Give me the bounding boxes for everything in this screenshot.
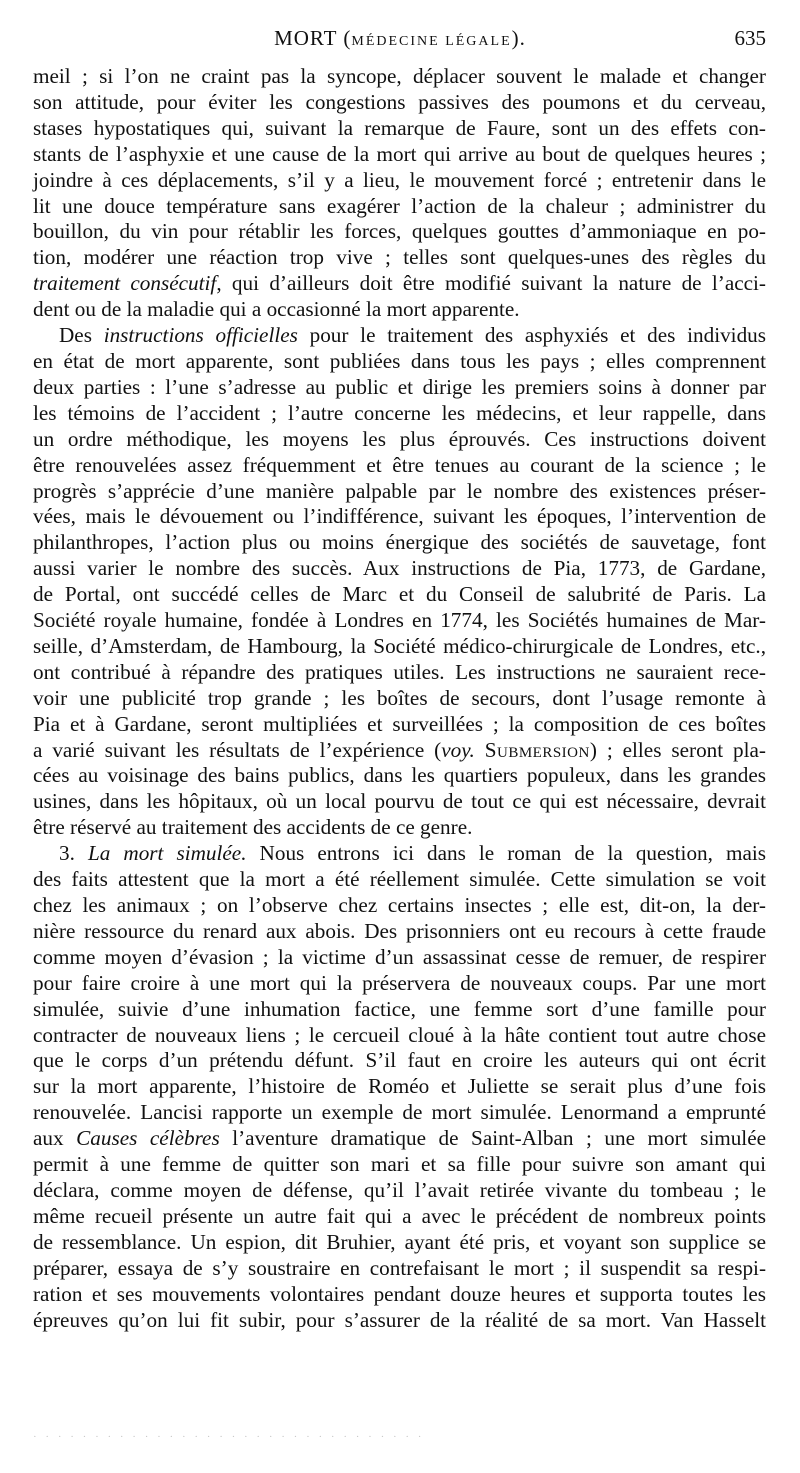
text-line bbox=[33, 194, 766, 220]
text-run: un ordre méthodique, les moyens les plus éprouvés. Ces instructions doivent bbox=[33, 426, 766, 451]
text-line bbox=[33, 349, 766, 375]
italic-run: voy. bbox=[441, 737, 475, 762]
text-run: seille, d’Amsterdam, de Hambourg, la Société médico-chirurgicale de Londres, etc., bbox=[33, 633, 766, 658]
text-line bbox=[33, 1178, 766, 1204]
text-run: Société royale humaine, fondée à Londres en 1774, les Sociétés humaines de Mar- bbox=[33, 608, 766, 633]
text-line bbox=[33, 712, 766, 738]
title-end: ). bbox=[511, 26, 526, 50]
page-number: 635 bbox=[734, 26, 766, 50]
italic-run: Causes célèbres bbox=[76, 1126, 220, 1151]
text-run: lit une douce température sans exagérer l’action de la chaleur ; administrer du bbox=[33, 193, 766, 218]
text-run: aussi varier le nombre des succès. Aux instructions de Pia, 1773, de Gardane, bbox=[33, 556, 766, 581]
text-line bbox=[33, 608, 766, 634]
text-line bbox=[33, 997, 766, 1023]
text-line bbox=[33, 556, 766, 582]
text-run: renouvelée. Lancisi rapporte un exemple de mort simulée. Lenormand a emprunté bbox=[33, 1100, 766, 1125]
text-run: de ressemblance. Un espion, dit Bruhier, ayant été pris, et voyant son supplice se bbox=[33, 1229, 766, 1254]
text-line bbox=[33, 245, 766, 271]
text-line bbox=[33, 504, 766, 530]
text-run: aux bbox=[33, 1126, 77, 1151]
text-run: cées au voisinage des bains publics, dans les quartiers populeux, dans les grandes bbox=[33, 763, 766, 788]
text-run: des faits attestent que la mort a été réellement simulée. Cette simulation se voit bbox=[33, 867, 766, 892]
text-line bbox=[33, 1230, 766, 1256]
text-run: en état de mort apparente, sont publiées dans tous les pays ; elles comprennent bbox=[33, 348, 766, 373]
text-run: philanthropes, l’action plus ou moins énergique des sociétés de sauvetage, font bbox=[33, 530, 766, 555]
text-line bbox=[33, 1048, 766, 1074]
text-run: simulée, suivie d’une inhumation factice, une femme sort d’une famille pour bbox=[33, 996, 766, 1021]
bottom-scan-artifact: · · · · · · · · · · · · · · · · · · · · · · · · · · · · · · · · bbox=[33, 1431, 425, 1443]
text-line bbox=[33, 971, 766, 997]
text-run: stases hypostatiques qui, suivant la remarque de Faure, sont un des effets con- bbox=[33, 115, 766, 140]
text-run: a varié suivant les résultats de l’expérience ( bbox=[33, 737, 442, 762]
body-text bbox=[33, 64, 766, 1333]
text-run: les témoins de l’accident ; l’autre concerne les médecins, et leur rappelle, dans bbox=[33, 400, 766, 425]
text-line bbox=[33, 453, 766, 479]
text-line bbox=[33, 1256, 766, 1282]
text-run: meil ; si l’on ne craint pas la syncope, déplacer souvent le malade et changer bbox=[33, 64, 766, 88]
text-line bbox=[33, 686, 766, 712]
text-run: pour le traitement des asphyxiés et des individus bbox=[297, 323, 767, 348]
text-run: Des bbox=[59, 323, 104, 348]
text-line bbox=[33, 919, 766, 945]
text-line bbox=[33, 401, 766, 427]
text-run: l’aventure dramatique de Saint-Alban ; une mort simulée bbox=[219, 1126, 767, 1151]
text-line bbox=[33, 763, 766, 789]
text-line bbox=[33, 1126, 766, 1152]
text-line bbox=[33, 1282, 766, 1308]
text-line bbox=[33, 1023, 766, 1049]
text-line bbox=[33, 375, 766, 401]
text-run: ration et ses mouvements volontaires pendant douze heures et supporta toutes les bbox=[33, 1281, 766, 1306]
text-line bbox=[33, 297, 766, 323]
text-run: 3. bbox=[59, 841, 88, 866]
text-run: chez les animaux ; on l’observe chez certains insectes ; elle est, dit-on, la der- bbox=[33, 893, 766, 917]
text-line bbox=[33, 893, 766, 919]
text-line bbox=[33, 1074, 766, 1100]
text-line bbox=[33, 64, 766, 90]
text-run: , qui d’ailleurs doit être modifié suivant la nature de l’acci- bbox=[216, 271, 766, 296]
text-line bbox=[33, 90, 766, 116]
text-line bbox=[33, 479, 766, 505]
text-line bbox=[33, 323, 766, 349]
text-run: son attitude, pour éviter les congestions passives des poumons et du cerveau, bbox=[33, 89, 766, 114]
text-line bbox=[33, 738, 766, 764]
text-run: épreuves qu’on lui fit subir, pour s’assurer de la réalité de sa mort. Van Hasselt bbox=[33, 1307, 766, 1332]
text-line bbox=[33, 789, 766, 815]
italic-run: traitement consécutif bbox=[33, 271, 217, 296]
text-run: progrès s’apprécie d’une manière palpable par le nombre des existences préser- bbox=[33, 478, 766, 503]
text-run: joindre à ces déplacements, s’il y a lieu, le mouvement forcé ; entretenir dans le bbox=[33, 167, 766, 192]
small-caps-run: Submersion bbox=[484, 737, 590, 762]
text-run: comme moyen d’évasion ; la victime d’un assassinat cesse de remuer, de respirer bbox=[33, 944, 766, 969]
text-line bbox=[33, 116, 766, 142]
text-run: préparer, essaya de s’y soustraire en contrefaisant le mort ; il suspendit sa respi- bbox=[33, 1255, 766, 1280]
text-run: Nous entrons ici dans le roman de la question, mais bbox=[246, 841, 767, 866]
text-run: nière ressource du renard aux abois. Des prisonniers ont eu recours à cette fraude bbox=[33, 918, 766, 943]
text-run: tion, modérer une réaction trop vive ; telles sont quelques-unes des règles du bbox=[33, 245, 766, 270]
text-line bbox=[33, 530, 766, 556]
text-run: bouillon, du vin pour rétablir les forces, quelques gouttes d’ammoniaque en po- bbox=[33, 219, 766, 244]
text-run: usines, dans les hôpitaux, où un local pourvu de tout ce qui est nécessaire, devrait bbox=[33, 789, 766, 814]
text-line bbox=[33, 1100, 766, 1126]
text-run: sur la mort apparente, l’histoire de Roméo et Juliette se serait plus d’une fois bbox=[33, 1074, 766, 1099]
text-run: permit à une femme de quitter son mari et sa fille pour suivre son amant qui bbox=[33, 1152, 766, 1177]
text-line bbox=[33, 219, 766, 245]
text-run: ont contribué à répandre des pratiques utiles. Les instructions ne sauraient rece- bbox=[33, 659, 766, 684]
text-run bbox=[475, 738, 485, 762]
text-line bbox=[33, 867, 766, 893]
text-run: ) ; elles seront pla- bbox=[589, 737, 766, 762]
text-line bbox=[33, 945, 766, 971]
text-line bbox=[33, 634, 766, 660]
title-small-caps: MÉDECINE LÉGALE bbox=[351, 34, 512, 49]
text-run: voir une publicité trop grande ; les boîtes de secours, dont l’usage remonte à bbox=[33, 685, 766, 710]
text-run: pour faire croire à une mort qui la préservera de nouveaux coups. Par une mort bbox=[33, 970, 766, 995]
running-title bbox=[0, 26, 800, 51]
italic-run: instructions officielles bbox=[103, 323, 298, 348]
text-line bbox=[33, 271, 766, 297]
text-line bbox=[33, 841, 766, 867]
text-run: que le corps d’un prétendu défunt. S’il faut en croire les auteurs qui ont écrit bbox=[33, 1048, 766, 1073]
text-run: vées, mais le dévouement ou l’indifférence, suivant les époques, l’intervention de bbox=[33, 504, 766, 529]
text-run: de Portal, ont succédé celles de Marc et du Conseil de salubrité de Paris. La bbox=[33, 582, 766, 607]
text-run: être renouvelées assez fréquemment et être tenues au courant de la science ; le bbox=[33, 452, 766, 477]
text-run: même recueil présente un autre fait qui a avec le précédent de nombreux points bbox=[33, 1203, 766, 1228]
text-line bbox=[33, 168, 766, 194]
text-run: stants de l’asphyxie et une cause de la mort qui arrive au bout de quelques heures ; bbox=[33, 141, 766, 166]
text-run: contracter de nouveaux liens ; le cercueil cloué à la hâte contient tout autre chose bbox=[33, 1022, 766, 1047]
text-run: être réservé au traitement des accidents de ce genre. bbox=[33, 815, 473, 840]
text-run: déclara, comme moyen de défense, qu’il l’avait retirée vivante du tombeau ; le bbox=[33, 1177, 766, 1202]
italic-run: La mort simulée. bbox=[87, 841, 247, 866]
text-line bbox=[33, 1152, 766, 1178]
running-header bbox=[0, 26, 800, 58]
text-line bbox=[33, 1204, 766, 1230]
text-line bbox=[33, 1308, 766, 1334]
text-line bbox=[33, 142, 766, 168]
text-line bbox=[33, 582, 766, 608]
title-main: MORT ( bbox=[274, 26, 352, 50]
text-run: deux parties : l’une s’adresse au public et dirige les premiers soins à donner par bbox=[33, 374, 766, 399]
text-line bbox=[33, 815, 766, 841]
text-line bbox=[33, 427, 766, 453]
text-run: Pia et à Gardane, seront multipliées et surveillées ; la composition de ces boîtes bbox=[33, 711, 766, 736]
text-run: dent ou de la maladie qui a occasionné la mort apparente. bbox=[33, 297, 520, 322]
text-line bbox=[33, 660, 766, 686]
